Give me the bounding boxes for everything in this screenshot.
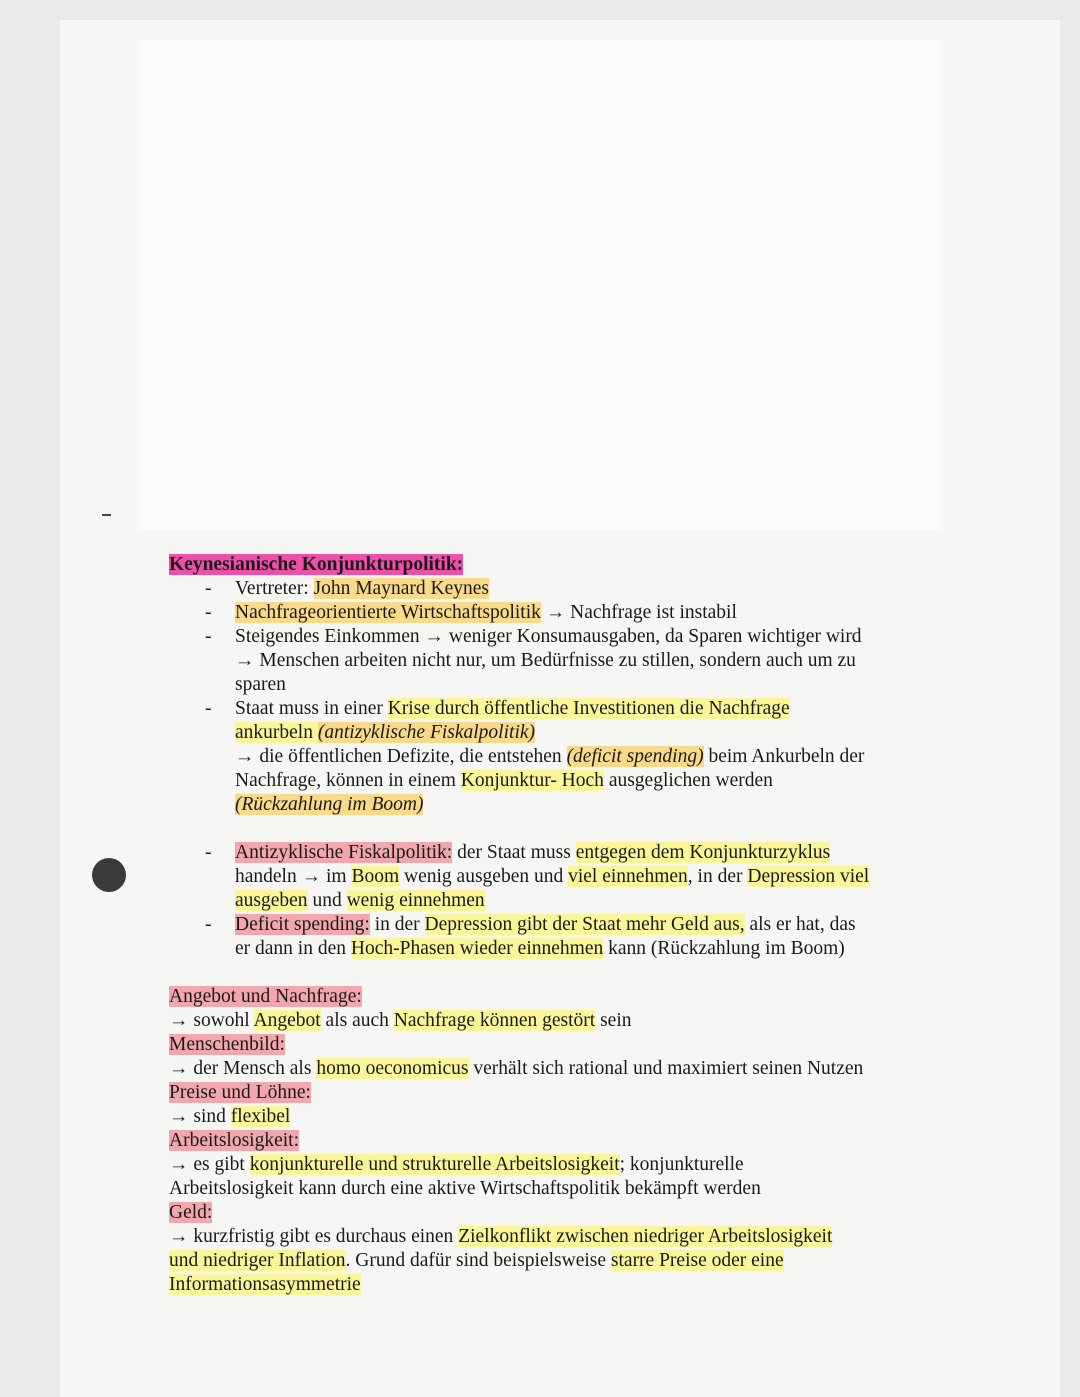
section-menschenbild: Menschenbild: → der Mensch als homo oeconomicus verhält sich rational und maximiert seinen Nutzen bbox=[169, 1034, 864, 1079]
list-item: - Antizyklische Fiskalpolitik: der Staat muss entgegen dem Konjunkturzyklus handeln → im Boom wenig ausgeben und viel einnehmen, in der Depression viel ausgeben und wenig einnehmen bbox=[235, 841, 929, 913]
highlight: entgegen dem Konjunkturzyklus bbox=[575, 842, 831, 863]
highlight: viel einnehmen bbox=[568, 866, 688, 887]
highlight: John Maynard Keynes bbox=[313, 578, 489, 599]
highlight: (antizyklische Fiskalpolitik) bbox=[317, 722, 536, 743]
highlight: Zielkonflikt zwischen niedriger Arbeitslosigkeit bbox=[458, 1226, 833, 1247]
list-item: - Staat muss in einer Krise durch öffentliche Investitionen die Nachfrage ankurbeln (antizyklische Fiskalpolitik) → die öffentlichen Defizite, die entstehen (deficit spending) beim Ankurbeln der Nachfrage, können in einem Konjunktur- Hoch ausgeglichen werden (Rückzahlung im Boom) bbox=[235, 697, 929, 817]
highlight: ausgeben bbox=[235, 890, 308, 911]
heading-text: Keynesianische Konjunkturpolitik: bbox=[169, 554, 464, 575]
punch-hole bbox=[92, 858, 126, 892]
highlight: Depression viel bbox=[747, 866, 870, 887]
list-item: - Steigendes Einkommen → weniger Konsumausgaben, da Sparen wichtiger wird → Menschen arbeiten nicht nur, um Bedürfnisse zu stillen, sondern auch um zu sparen bbox=[235, 625, 929, 697]
highlight: (Rückzahlung im Boom) bbox=[235, 794, 424, 815]
section-title: Angebot und Nachfrage: bbox=[169, 986, 362, 1007]
bullet-list bbox=[169, 577, 929, 961]
highlight: Boom bbox=[351, 866, 400, 887]
section-title: Arbeitslosigkeit: bbox=[169, 1130, 299, 1151]
highlight: flexibel bbox=[230, 1106, 291, 1127]
highlight: wenig einnehmen bbox=[346, 890, 485, 911]
highlight: und niedriger Inflation bbox=[169, 1250, 346, 1271]
list-item: - Deficit spending: in der Depression gibt der Staat mehr Geld aus, als er hat, das er dann in den Hoch-Phasen wieder einnehmen kann (Rückzahlung im Boom) bbox=[235, 913, 929, 961]
section-title: Menschenbild: bbox=[169, 1034, 285, 1055]
notes-content bbox=[169, 553, 929, 1297]
section-angebot: Angebot und Nachfrage: → sowohl Angebot als auch Nachfrage können gestört sein bbox=[169, 986, 632, 1031]
page-title bbox=[169, 553, 929, 577]
highlight: Hoch-Phasen wieder einnehmen bbox=[350, 938, 604, 959]
highlight: Nachfrage können gestört bbox=[393, 1010, 596, 1031]
section-geld: Geld: → kurzfristig gibt es durchaus einen Zielkonflikt zwischen niedriger Arbeitslosigkeit und niedriger Inflation. Grund dafür sind beispielsweise starre Preise oder eine Informationsasymmetrie bbox=[169, 1202, 833, 1295]
highlight: Antizyklische Fiskalpolitik: bbox=[235, 842, 453, 863]
highlight: Krise durch öffentliche Investitionen die Nachfrage bbox=[387, 698, 790, 719]
highlight: ankurbeln bbox=[235, 722, 318, 743]
list-item: - Nachfrageorientierte Wirtschaftspolitik → Nachfrage ist instabil bbox=[235, 601, 929, 625]
highlight: homo oeconomicus bbox=[316, 1058, 469, 1079]
section-title: Geld: bbox=[169, 1202, 213, 1223]
highlight: Angebot bbox=[253, 1010, 321, 1031]
highlight: (deficit spending) bbox=[566, 746, 704, 767]
highlight: Informationsasymmetrie bbox=[169, 1274, 361, 1295]
section-arbeitslosigkeit: Arbeitslosigkeit: → es gibt konjunkturelle und strukturelle Arbeitslosigkeit; konjunkturelle Arbeitslosigkeit kann durch eine aktive Wirtschaftspolitik bekämpft werden bbox=[169, 1130, 761, 1199]
margin-mark bbox=[102, 514, 111, 516]
highlight: starre Preise oder eine bbox=[610, 1250, 784, 1271]
highlight: Deficit spending: bbox=[235, 914, 370, 935]
blank-area bbox=[140, 40, 940, 530]
highlight: Depression gibt der Staat mehr Geld aus, bbox=[424, 914, 745, 935]
section-title: Preise und Löhne: bbox=[169, 1082, 311, 1103]
list-item: - Vertreter: John Maynard Keynes bbox=[235, 577, 929, 601]
highlight: konjunkturelle und strukturelle Arbeitslosigkeit bbox=[249, 1154, 620, 1175]
highlight: Konjunktur- Hoch bbox=[460, 770, 604, 791]
section-preise: Preise und Löhne: → sind flexibel bbox=[169, 1082, 311, 1127]
highlight: Nachfrageorientierte Wirtschaftspolitik bbox=[235, 602, 541, 623]
